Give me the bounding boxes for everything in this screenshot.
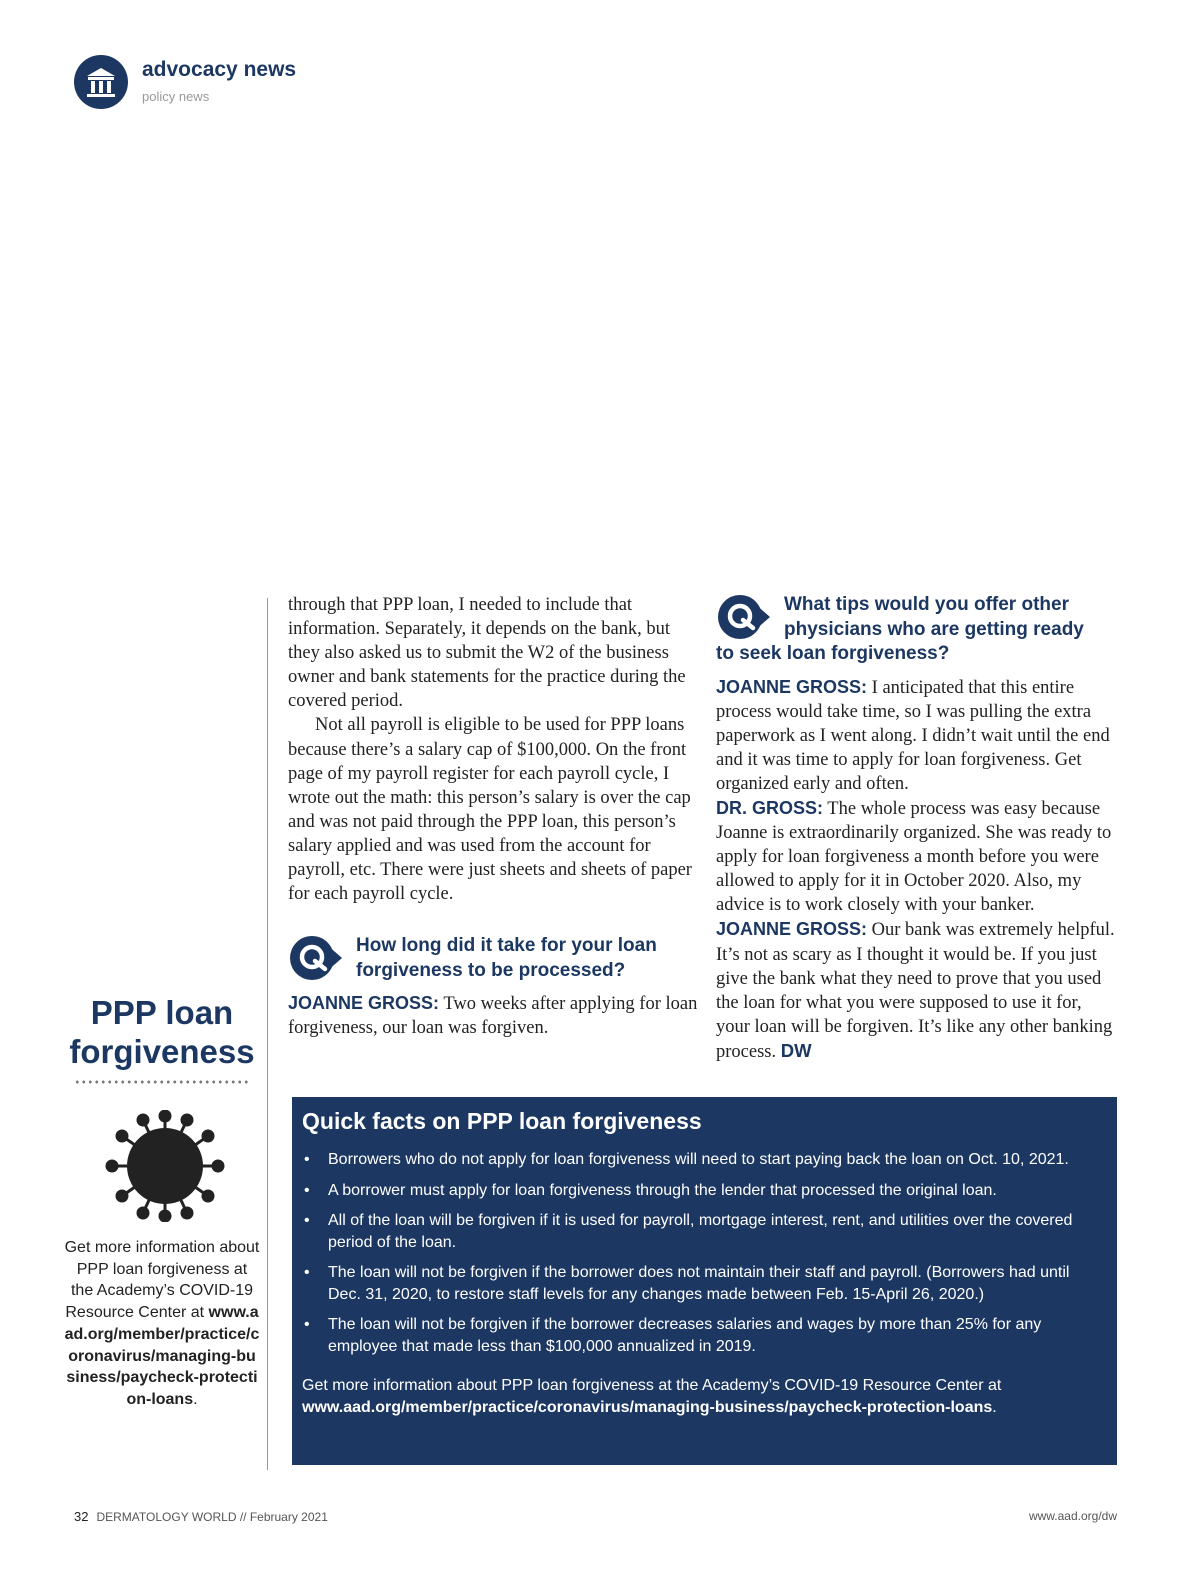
answer-text: I anticipated that this entire process would take time, so I was pulling the extra paperwork as I went along. I didn’t wait until the end and it was time to apply for loan forgiveness. Get organized early and often. (716, 677, 1110, 794)
virus-icon (104, 1110, 226, 1222)
end-mark: DW (780, 1039, 812, 1061)
publication-name: DERMATOLOGY WORLD // February 2021 (96, 1510, 328, 1524)
question-block (288, 934, 698, 983)
article-column-2 (716, 593, 1118, 1064)
section-subtitle: policy news (142, 89, 210, 104)
answer-paragraph (288, 991, 698, 1040)
sidebar-info (64, 1237, 260, 1411)
institution-icon (74, 55, 128, 109)
answer-text: The whole process was easy because Joanne is extraordinarily organized. She was ready to apply for loan forgiveness a month before you were allowed to apply for it in October 2020. Also, my advice is to work closely with your banker. (716, 798, 1112, 916)
page-number: 32 (74, 1509, 89, 1524)
list-item: • A borrower must apply for loan forgiveness through the lender that processed the original loan. (302, 1180, 1105, 1202)
answer-text: Two weeks after applying for loan forgiveness, our loan was forgiven. (288, 994, 698, 1039)
speaker-name: DR. GROSS: (716, 797, 824, 818)
answer-paragraph (716, 796, 1118, 917)
speaker-name: JOANNE GROSS: (716, 919, 868, 940)
answer-paragraph (716, 675, 1118, 796)
list-item: • Borrowers who do not apply for loan forgiveness will need to start paying back the loan on Oct. 10, 2021. (302, 1149, 1105, 1171)
speaker-name: JOANNE GROSS: (716, 676, 868, 697)
page-footer (74, 1509, 328, 1524)
body-paragraph: through that PPP loan, I needed to include that information. Separately, it depends on the bank, but they also asked us to submit the W2 of the business owner and bank statements for the practice during the covered period. (288, 595, 686, 712)
question-text-tail: to seek loan forgiveness? (716, 643, 950, 664)
quick-facts-footer (302, 1375, 1105, 1418)
question-text: How long did it take for your loan forgiveness to be processed? (356, 935, 657, 981)
answer-text: Our bank was extremely helpful. It’s not as scary as I thought it would be. If you just give the bank what they need to prove that you used the loan for what you were supposed to use it for, your loan will be forgiven. It’s like any other banking process. (716, 920, 1115, 1062)
list-item: • The loan will not be forgiven if the borrower does not maintain their staff and payroll. (Borrowers had until Dec. 31, 2020, to restore staff levels for any changes made between Feb. 15-April 26, 2020.) (302, 1262, 1105, 1305)
quick-facts-title: Quick facts on PPP loan forgiveness (302, 1108, 702, 1134)
quick-facts-footer-text: Get more information about PPP loan forgiveness at the Academy’s COVID-19 Resource Center at (302, 1377, 1002, 1394)
question-badge-icon (716, 593, 776, 641)
sidebar-title: PPP loan forgiveness (69, 994, 255, 1070)
question-text: What tips would you offer other physicians who are getting ready (784, 594, 1084, 640)
quick-facts-link[interactable]: www.aad.org/member/practice/coronavirus/managing-business/paycheck-protection-loans (302, 1398, 993, 1416)
body-paragraph: Not all payroll is eligible to be used for PPP loans because there’s a salary cap of $100,000. On the front page of my payroll register for each payroll cycle, I wrote out the math: this person’s salary is over the cap and was not paid through the PPP loan, this person’s salary applied and was used from the account for payroll, etc. There were just sheets and sheets of paper for each payroll cycle. (288, 715, 692, 905)
section-title: advocacy news (142, 58, 297, 81)
speaker-name: JOANNE GROSS: (288, 993, 440, 1014)
sidebar-info-link[interactable]: www.aad.org/member/practice/coronavirus/managing-business/paycheck-protection-loans (64, 1304, 260, 1408)
column-divider (267, 598, 268, 1470)
question-badge-icon (288, 934, 348, 982)
footer-url[interactable]: www.aad.org/dw (1028, 1509, 1117, 1523)
sidebar-info-text: Get more information about PPP loan forgiveness at the Academy’s COVID-19 Resource Center at (64, 1239, 260, 1322)
article-column-1 (288, 593, 698, 1040)
answer-paragraph (716, 917, 1118, 1064)
list-item: • All of the loan will be forgiven if it is used for payroll, mortgage interest, rent, and utilities over the covered period of the loan. (302, 1210, 1105, 1253)
list-item: • The loan will not be forgiven if the borrower decreases salaries and wages by more than 25% for any employee that made less than $100,000 annualized in 2019. (302, 1314, 1105, 1357)
quick-facts-list (302, 1149, 1105, 1357)
question-block (716, 593, 1118, 667)
quick-facts-box (292, 1097, 1117, 1465)
sidebar-info-suffix: . (193, 1390, 198, 1408)
quick-facts-footer-suffix: . (992, 1398, 997, 1416)
dotted-divider (74, 1080, 250, 1084)
